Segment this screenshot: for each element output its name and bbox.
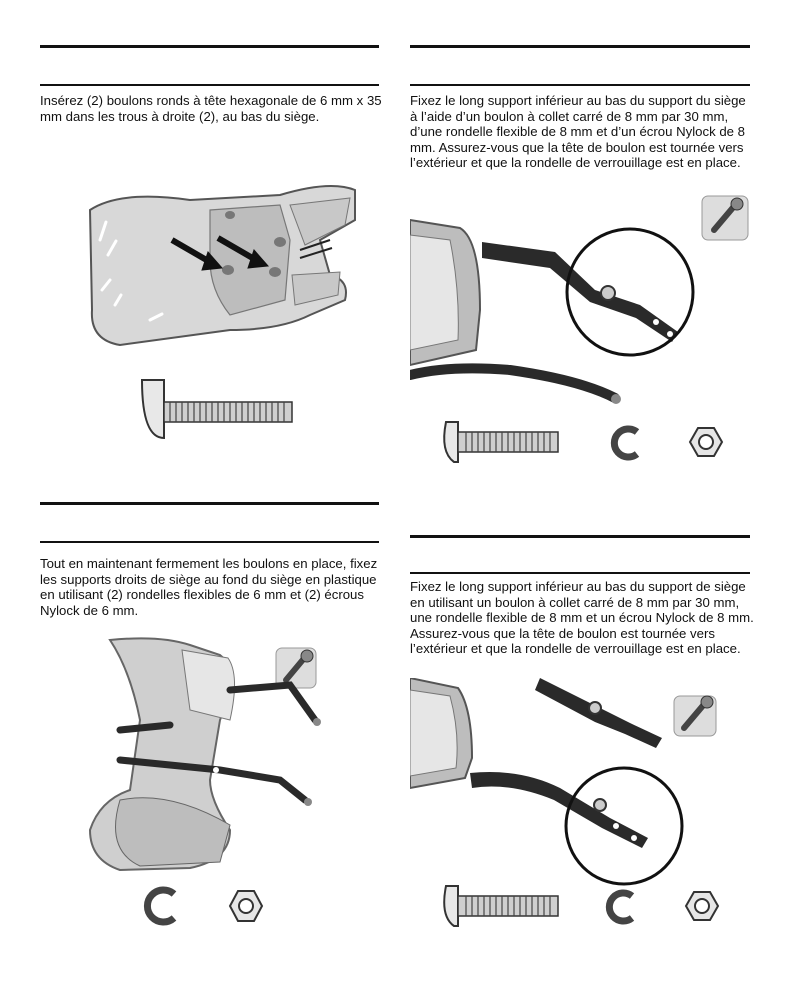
carriage-bolt-icon (444, 886, 558, 926)
section-rule-bottom (40, 84, 379, 86)
step-3-illustration (80, 630, 380, 930)
round-head-bolt-icon (142, 380, 292, 438)
wrench-tool-icon (702, 196, 748, 240)
section-rule-top (40, 45, 379, 48)
section-rule-bottom (410, 84, 750, 86)
wrench-tool-icon (674, 696, 716, 736)
step-2-instructions: Fixez le long support inférieur au bas du support du siège à l’aide d’un boulon à collet carré de 8 mm par 30 mm, d’une rondelle flexible de 8 mm et d’un écrou Nylock de 8 mm. Assurez-vous que la tête de boulon est tournée vers l’extérieur et que la rondelle de verrouillage est en place. (410, 93, 746, 171)
carriage-bolt-icon (444, 422, 558, 462)
hex-nut-icon (686, 892, 718, 920)
step-1-instructions: Insérez (2) boulons ronds à tête hexagonale de 6 mm x 35 mm dans les trous à droite (2), au bas du siège. (40, 93, 382, 124)
step-3-instructions: Tout en maintenant fermement les boulons en place, fixez les supports droits de siège au fond du siège en plastique en utilisant (2) rondelles flexibles de 6 mm et (2) écrous Nylock de 6 mm. (40, 556, 378, 618)
step-4-illustration (410, 678, 755, 948)
seat-bracket-icon (410, 678, 682, 884)
section-rule-bottom (40, 541, 379, 543)
section-rule-bottom (410, 572, 750, 574)
seat-shell-icon (90, 186, 355, 345)
section-rule-top (410, 45, 750, 48)
seat-bracket-icon (410, 220, 693, 404)
step-4-instructions: Fixez le long support inférieur au bas du support de siège en utilisant un boulon à collet carré de 8 mm par 30 mm, une rondelle flexible de 8 mm et un écrou Nylock de 8 mm. Assurez-vous que la tête de boulon est tournée vers l’extérieur et que la rondelle de verrouillage est en place. (410, 579, 754, 657)
wrench-tool-icon (276, 648, 316, 688)
lock-washer-icon (147, 890, 174, 922)
step-1-illustration (80, 180, 370, 450)
lock-washer-icon (609, 893, 632, 921)
hex-nut-icon (230, 891, 262, 921)
hex-nut-icon (690, 428, 722, 456)
lock-washer-icon (614, 429, 637, 457)
section-rule-top (410, 535, 750, 538)
step-2-illustration (410, 190, 755, 490)
section-rule-top (40, 502, 379, 505)
